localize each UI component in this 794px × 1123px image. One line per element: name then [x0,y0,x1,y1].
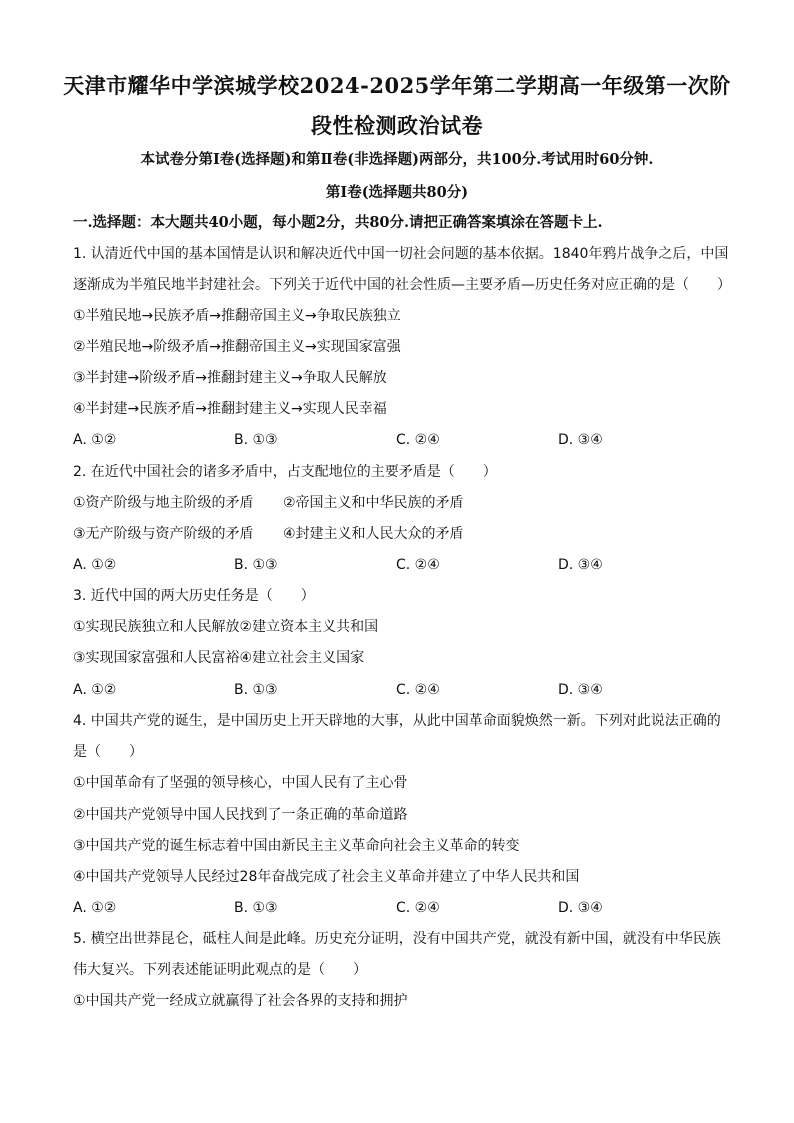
section-instruction: 一.选择题：本大题共40小题，每小题2分，共80分.请把正确答案填涂在答题卡上. [73,214,603,231]
q3-option-d: D. ③④ [558,682,603,698]
q1-option-c: C. ②④ [396,432,440,448]
exam-info: 本试卷分第Ⅰ卷(选择题)和第Ⅱ卷(非选择题)两部分，共100分.考试用时60分钟. [140,151,654,168]
q5-stem-line2: 伟大复兴。下列表述能证明此观点的是（ ） [73,962,367,978]
q2-statement-2: ②帝国主义和中华民族的矛盾 [283,495,464,511]
q4-statement-2: ②中国共产党领导中国人民找到了一条正确的革命道路 [73,807,408,823]
q3-stem: 3. 近代中国的两大历史任务是（ ） [73,588,315,604]
q3-statements-1-2: ①实现民族独立和人民解放②建立资本主义共和国 [73,619,379,635]
exam-title-line1: 天津市耀华中学滨城学校2024-2025学年第二学期高一年级第一次阶 [63,73,731,98]
q1-option-a: A. ①② [73,432,117,448]
q3-option-b: B. ①③ [234,682,278,698]
q1-stem-line2: 逐渐成为半殖民地半封建社会。下列关于近代中国的社会性质—主要矛盾—历史任务对应正确的是（ ） [73,277,731,293]
q4-option-a: A. ①② [73,900,117,916]
q5-stem-line1: 5. 横空出世莽昆仑，砥柱人间是此峰。历史充分证明，没有中国共产党，就没有新中国，就没有中华民族 [73,931,721,947]
q4-option-b: B. ①③ [234,900,278,916]
q3-statements-3-4: ③实现国家富强和人民富裕④建立社会主义国家 [73,650,365,666]
q1-statement-4: ④半封建→民族矛盾→推翻封建主义→实现人民幸福 [73,401,387,417]
q4-stem-line2: 是（ ） [73,744,143,760]
q4-option-d: D. ③④ [558,900,603,916]
q2-statement-1: ①资产阶级与地主阶级的矛盾 [73,495,254,511]
q1-statement-3: ③半封建→阶级矛盾→推翻封建主义→争取人民解放 [73,370,387,386]
q4-statement-3: ③中国共产党的诞生标志着中国由新民主主义革命向社会主义革命的转变 [73,838,520,854]
q2-option-a: A. ①② [73,557,117,573]
part1-title: 第Ⅰ卷(选择题共80分) [325,184,469,201]
q2-statement-4: ④封建主义和人民大众的矛盾 [283,526,464,542]
q1-option-b: B. ①③ [234,432,278,448]
q5-statement-1: ①中国共产党一经成立就赢得了社会各界的支持和拥护 [73,993,408,1009]
q2-option-c: C. ②④ [396,557,440,573]
q1-stem-line1: 1. 认清近代中国的基本国情是认识和解决近代中国一切社会问题的基本依据。1840年鸦片战争之后，中国 [73,246,729,262]
q4-option-c: C. ②④ [396,900,440,916]
q2-stem: 2. 在近代中国社会的诸多矛盾中，占支配地位的主要矛盾是（ ） [73,464,497,480]
q1-statement-1: ①半殖民地→民族矛盾→推翻帝国主义→争取民族独立 [73,308,401,324]
q4-statement-1: ①中国革命有了坚强的领导核心，中国人民有了主心骨 [73,775,408,791]
q1-statement-2: ②半殖民地→阶级矛盾→推翻帝国主义→实现国家富强 [73,339,401,355]
q4-statement-4: ④中国共产党领导人民经过28年奋战完成了社会主义革命并建立了中华人民共和国 [73,869,580,885]
q3-option-a: A. ①② [73,682,117,698]
q4-stem-line1: 4. 中国共产党的诞生，是中国历史上开天辟地的大事，从此中国革命面貌焕然一新。下列对此说法正确的 [73,713,721,729]
exam-title-line2: 段性检测政治试卷 [311,113,483,138]
q2-option-b: B. ①③ [234,557,278,573]
q1-option-d: D. ③④ [558,432,603,448]
q3-option-c: C. ②④ [396,682,440,698]
q2-option-d: D. ③④ [558,557,603,573]
q2-statement-3: ③无产阶级与资产阶级的矛盾 [73,526,254,542]
